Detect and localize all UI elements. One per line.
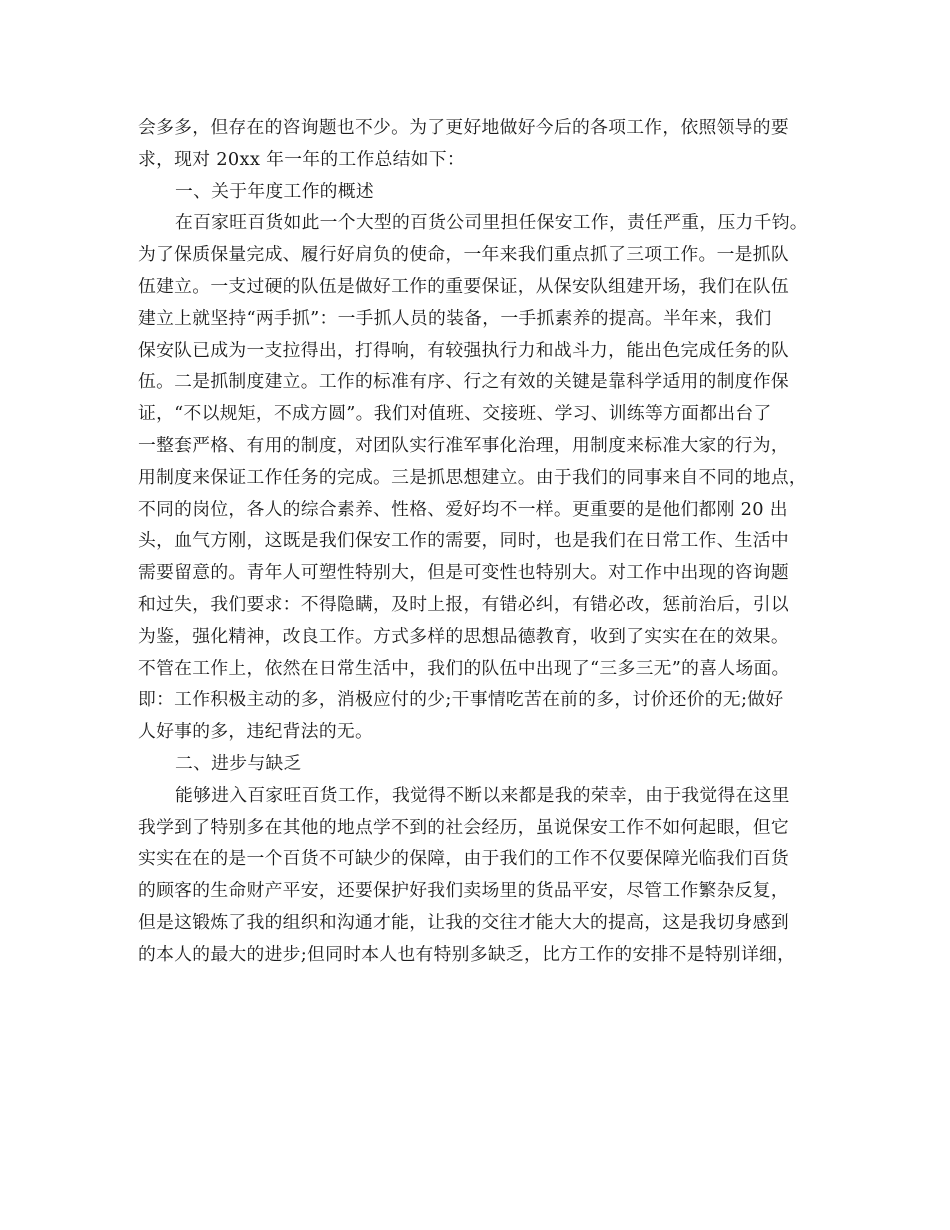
text-line: 伍建立。一支过硬的队伍是做好工作的重要保证，从保安队组建开场，我们在队伍 <box>138 275 789 297</box>
text-line: 需要留意的。青年人可塑性特别大，但是可变性也特别大。对工作中出现的咨询题 <box>138 562 789 584</box>
text-line: 建立上就坚持“两手抓”：一手抓人员的装备，一手抓素养的提高。半年来，我们 <box>138 307 772 329</box>
text-line: 不管在工作上，依然在日常生活中，我们的队伍中出现了“三多三无”的喜人场面。 <box>138 657 790 679</box>
text-line: 证，“不以规矩，不成方圆”。我们对值班、交接班、学习、训练等方面都出台了 <box>138 403 772 425</box>
text-line: 在百家旺百货如此一个大型的百货公司里担任保安工作，责任严重，压力千钧。 <box>175 212 808 234</box>
text-line: 为了保质保量完成、履行好肩负的使命，一年来我们重点抓了三项工作。一是抓队 <box>138 244 789 266</box>
text-line: 的顾客的生命财产平安，还要保护好我们卖场里的货品平安，尽管工作繁杂反复， <box>138 880 789 902</box>
text-line: 一、关于年度工作的概述 <box>175 180 374 202</box>
text-line: 的本人的最大的进步;但同时本人也有特别多缺乏，比方工作的安排不是特别详细， <box>138 943 796 965</box>
text-line: 用制度来保证工作任务的完成。三是抓思想建立。由于我们的同事来自不同的地点， <box>138 466 808 488</box>
text-line: 求，现对 20xx 年一年的工作总结如下： <box>138 148 466 170</box>
text-line: 但是这锻炼了我的组织和沟通才能，让我的交往才能大大的提高，这是我切身感到 <box>138 911 789 933</box>
text-line: 人好事的多，违纪背法的无。 <box>138 721 374 743</box>
text-line: 二、进步与缺乏 <box>175 752 302 774</box>
text-line: 为鉴，强化精神，改良工作。方式多样的思想品德教育，收到了实实在在的效果。 <box>138 625 789 647</box>
text-line: 保安队已成为一支拉得出，打得响，有较强执行力和战斗力，能出色完成任务的队 <box>138 339 789 361</box>
text-line: 即：工作积极主动的多，消极应付的少;干事情吃苦在前的多，讨价还价的无;做好 <box>138 689 784 711</box>
text-line: 我学到了特别多在其他的地点学不到的社会经历，虽说保安工作不如何起眼，但它 <box>138 816 789 838</box>
text-line: 实实在在的是一个百货不可缺少的保障，由于我们的工作不仅要保障光临我们百货 <box>138 848 789 870</box>
text-line: 不同的岗位，各人的综合素养、性格、爱好均不一样。更重要的是他们都刚 20 出 <box>138 498 788 520</box>
text-line: 能够进入百家旺百货工作，我觉得不断以来都是我的荣幸，由于我觉得在这里 <box>175 784 790 806</box>
text-line: 和过失，我们要求：不得隐瞒，及时上报，有错必纠，有错必改，惩前治后，引以 <box>138 593 789 615</box>
text-line: 会多多，但存在的咨询题也不少。为了更好地做好今后的各项工作，依照领导的要 <box>138 117 789 138</box>
document-body <box>138 112 838 971</box>
text-line: 伍。二是抓制度建立。工作的标准有序、行之有效的关键是靠科学适用的制度作保 <box>138 371 789 393</box>
text-line: 头，血气方刚，这既是我们保安工作的需要，同时，也是我们在日常工作、生活中 <box>138 530 789 552</box>
text-line: 一整套严格、有用的制度，对团队实行准军事化治理，用制度来标准大家的行为， <box>138 434 789 456</box>
